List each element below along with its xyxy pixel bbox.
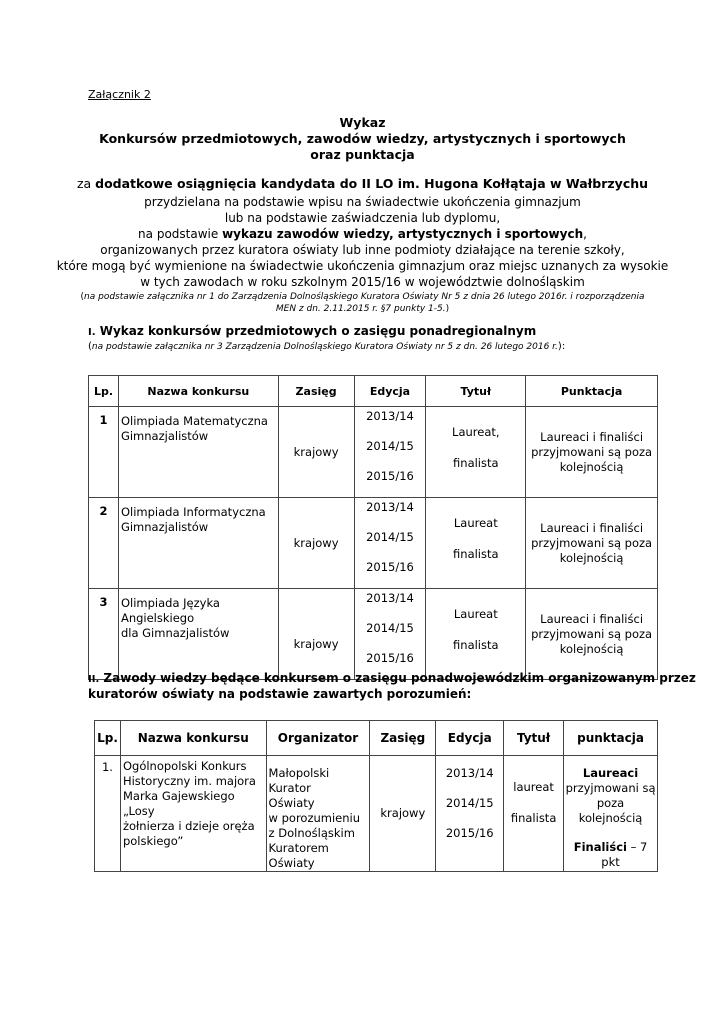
row-points (526, 498, 658, 589)
section-1-number: I. (88, 327, 96, 338)
row-lp: 1 (89, 407, 119, 498)
row-edition: 2014/15 (366, 530, 414, 544)
row-name-line: Olimpiada Matematyczna (120, 414, 268, 428)
intro-note-open: ( (80, 292, 85, 302)
row-points (564, 756, 658, 872)
row-edition: 2014/15 (445, 796, 494, 810)
row-edition: 2015/16 (366, 560, 414, 574)
row-points-line: Laureaci i finaliści (540, 520, 644, 535)
row-points-line: przyjmowani są poza (531, 535, 653, 550)
intro-line-1-bold: dodatkowe osiągnięcia kandydata do II LO im. Hugona Kołłątaja w Wałbrzychu (95, 176, 649, 191)
row-lp: 3 (89, 589, 119, 680)
row-name-line: Marka Gajewskiego „Losy (122, 789, 235, 818)
row-title: Laureat, (452, 425, 500, 439)
table-row (89, 498, 658, 589)
row-name-line: Angielskiego (120, 611, 195, 625)
row-name-line: Gimnazjalistów (120, 520, 209, 534)
row-editions (354, 498, 426, 589)
intro-block (0, 176, 725, 315)
row-points-finalisci (564, 840, 657, 855)
col-header-points: punktacja (564, 721, 658, 756)
row-edition: 2015/16 (445, 826, 494, 840)
row-title: finalista (510, 811, 557, 825)
row-lp: 2 (89, 498, 119, 589)
title-line-3: oraz punktacja (310, 147, 415, 162)
intro-note-text-2: MEN z dn. 2.11.2015 r. §7 punkty 1-5. (275, 304, 446, 314)
intro-note-text-1: na podstawie załącznika nr 1 do Zarządzenia Dolnośląskiego Kuratora Oświaty Nr 5 z dnia 26 lutego 2016r. i rozporządzenia (84, 292, 645, 302)
intro-line-4-bold: wykazu zawodów wiedzy, artystycznych i sportowych (222, 227, 584, 241)
row-lp: 1. (95, 756, 121, 872)
row-editions (436, 756, 504, 872)
row-points-line: kolejnością (559, 550, 624, 565)
section-1-note-open: ( (88, 341, 92, 352)
row-organizer (266, 756, 370, 872)
section-2-heading-line-1 (88, 671, 696, 687)
row-name-line: Gimnazjalistów (120, 429, 209, 443)
intro-line-5: organizowanych przez kuratora oświaty lub inne podmioty działające na terenie szkoły, (100, 243, 625, 257)
row-titles (426, 407, 526, 498)
row-edition: 2013/14 (445, 766, 494, 780)
row-points-line: kolejnością (559, 641, 624, 656)
row-name-line: Ogólnopolski Konkurs (122, 759, 247, 773)
row-title: finalista (453, 638, 499, 652)
competitions-table (88, 375, 658, 680)
row-points (526, 407, 658, 498)
row-points-finalisci-value: – 7 (626, 840, 648, 854)
row-titles (504, 756, 564, 872)
intro-line-2: przydzielana na podstawie wpisu na świadectwie ukończenia gimnazjum (144, 195, 581, 209)
section-2-heading-text: Zawody wiedzy będące konkursem o zasięgu ponadwojewódzkim organizowanym przez (99, 671, 696, 685)
row-points-line: przyjmowani są (565, 781, 656, 795)
document-title (0, 115, 725, 163)
table-row (89, 407, 658, 498)
col-header-edition: Edycja (354, 376, 426, 407)
intro-line-7: w tych zawodach w roku szkolnym 2015/16 w województwie dolnośląskim (140, 275, 585, 289)
col-header-lp: Lp. (89, 376, 119, 407)
intro-line-4-suffix: , (583, 227, 587, 241)
section-1-note (88, 340, 565, 354)
row-name (120, 756, 266, 872)
row-name-line: żołnierza i dzieje oręża (122, 819, 255, 833)
table-header-row (89, 376, 658, 407)
row-points-line: poza kolejnością (578, 796, 643, 825)
section-1-note-text: na podstawie załącznika nr 3 Zarządzenia Dolnośląskiego Kuratora Oświaty nr 5 z dn. 26 lutego 2016 r. (91, 342, 558, 352)
row-titles (426, 498, 526, 589)
intro-line-4 (0, 226, 725, 242)
row-edition: 2015/16 (366, 651, 414, 665)
intro-line-3: lub na podstawie zaświadczenia lub dyplomu, (224, 211, 501, 225)
section-2-number: II. (88, 674, 100, 685)
row-title: laureat (513, 780, 554, 794)
col-header-title: Tytuł (426, 376, 526, 407)
row-editions (354, 407, 426, 498)
row-edition: 2013/14 (366, 500, 414, 514)
row-titles (426, 589, 526, 680)
row-title: Laureat (453, 516, 498, 530)
col-header-name: Nazwa konkursu (118, 376, 278, 407)
row-name (118, 407, 278, 498)
row-name-line: Olimpiada Informatyczna (120, 505, 266, 519)
row-organizer-line: w porozumieniu (268, 811, 361, 825)
row-name-line: dla Gimnazjalistów (120, 626, 230, 640)
row-points-line: Laureaci i finaliści (540, 429, 644, 444)
row-edition: 2013/14 (366, 409, 414, 423)
col-header-name: Nazwa konkursu (120, 721, 266, 756)
row-points-laureaci: Laureaci (582, 766, 639, 780)
col-header-range: Zasięg (278, 376, 354, 407)
row-edition: 2013/14 (366, 591, 414, 605)
row-name (118, 589, 278, 680)
section-1-note-close: ): (557, 341, 566, 352)
attachment-label: Załącznik 2 (88, 88, 151, 101)
row-points-line: kolejnością (559, 459, 624, 474)
row-organizer-line: Kuratorem Oświaty (268, 841, 329, 870)
intro-line-4-prefix: na podstawie (138, 227, 223, 241)
row-range: krajowy (278, 498, 354, 589)
row-edition: 2015/16 (366, 469, 414, 483)
col-header-organizer: Organizator (266, 721, 370, 756)
section-1-heading-text: Wykaz konkursów przedmiotowych o zasięgu ponadregionalnym (95, 324, 537, 338)
row-editions (354, 589, 426, 680)
row-points (526, 589, 658, 680)
row-name-line: polskiego” (122, 834, 184, 848)
section-1-heading (88, 324, 536, 338)
row-edition: 2014/15 (366, 621, 414, 635)
row-organizer-line: Oświaty (268, 796, 315, 810)
row-name (118, 498, 278, 589)
intro-line-1-prefix: za (76, 176, 96, 191)
row-range: krajowy (278, 589, 354, 680)
row-title: finalista (453, 456, 499, 470)
col-header-lp: Lp. (95, 721, 121, 756)
table-header-row (95, 721, 658, 756)
col-header-range: Zasięg (370, 721, 436, 756)
knowledge-contests-table (94, 720, 658, 872)
row-title: Laureat (453, 607, 498, 621)
intro-note (0, 291, 725, 315)
row-points-line: przyjmowani są poza (531, 626, 653, 641)
row-points-unit: pkt (601, 855, 620, 869)
table-row (89, 589, 658, 680)
row-title: finalista (453, 547, 499, 561)
col-header-points: Punktacja (526, 376, 658, 407)
row-range: krajowy (370, 756, 436, 872)
row-points-line: Laureaci i finaliści (540, 611, 644, 626)
row-points-line: przyjmowani są poza (531, 444, 653, 459)
row-range: krajowy (278, 407, 354, 498)
section-2-heading-line-2: kuratorów oświaty na podstawie zawartych porozumień: (88, 687, 472, 701)
col-header-edition: Edycja (436, 721, 504, 756)
intro-line-6: które mogą być wymienione na świadectwie ukończenia gimnazjum oraz miejsc uznanych za wysokie (56, 259, 669, 273)
title-line-1: Wykaz (339, 115, 386, 130)
table-row (95, 756, 658, 872)
title-line-2: Konkursów przedmiotowych, zawodów wiedzy, artystycznych i sportowych (99, 131, 626, 146)
row-organizer-line: z Dolnośląskim (268, 826, 355, 840)
section-2-heading (88, 671, 696, 702)
row-edition: 2014/15 (366, 439, 414, 453)
col-header-title: Tytuł (504, 721, 564, 756)
row-points-finalisci-label: Finaliści (573, 840, 627, 854)
row-name-line: Historyczny im. majora (122, 774, 256, 788)
intro-line-1 (0, 176, 725, 192)
row-name-line: Olimpiada Języka (120, 596, 220, 610)
intro-note-close: ) (445, 304, 450, 314)
row-organizer-line: Małopolski Kurator (268, 766, 330, 795)
